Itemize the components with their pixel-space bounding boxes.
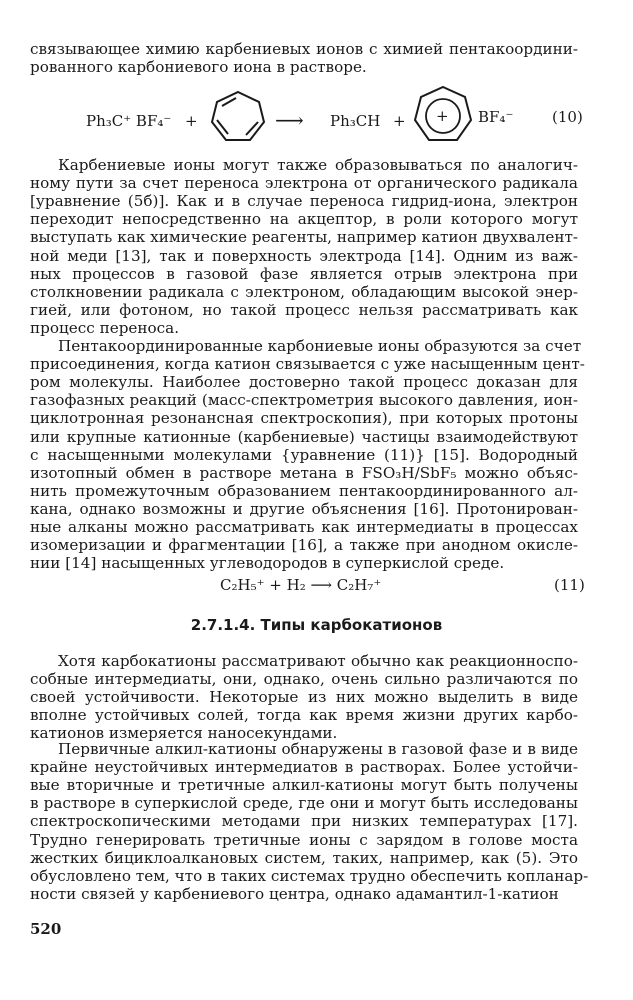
- text-line: ром молекулы. Наиболее достоверно такой процесс доказан для: [30, 373, 578, 392]
- text-line: вые вторичные и третичные алкил-катионы могут быть получены: [30, 776, 578, 795]
- text-line: гией, или фотоном, но такой процесс нельзя рассматривать как: [30, 300, 578, 319]
- text-line: Карбениевые ионы могут также образовываться по аналогич-: [58, 156, 578, 174]
- text-line: присоединения, когда катион связывается с уже насыщенным цент-: [30, 355, 585, 374]
- eq10-cation-sign: +: [436, 107, 449, 125]
- eq10-product-1: Ph₃CH: [330, 112, 381, 130]
- text-line: Трудно генерировать третичные ионы с зарядом в голове моста: [30, 830, 578, 849]
- text-line: выступать как химические реагенты, например катион двухвалент-: [30, 228, 578, 247]
- text-line: своей устойчивости. Некоторые из них можно выделить в виде: [30, 688, 578, 707]
- text-line: Хотя карбокатионы рассматривают обычно как реакционноспо-: [58, 652, 578, 670]
- text-line: или крупные катионные (карбениевые) частицы взаимодействуют: [30, 427, 578, 446]
- text-line: ных процессов в газовой фазе является отрыв электрона при: [30, 264, 578, 283]
- eq10-arrow: ⟶: [275, 108, 304, 132]
- text-line: рованного карбониевого иона в растворе.: [30, 58, 367, 77]
- text-line: кана, однако возможны и другие объяснения [16]. Протонирован-: [30, 499, 578, 518]
- text-line: нии [14] насыщенных углеводородов в суперкислой среде.: [30, 554, 505, 573]
- page-number: 520: [30, 920, 62, 938]
- eq10-plus-1: +: [185, 112, 198, 130]
- text-line: с насыщенными молекулами {уравнение (11)} [15]. Водородный: [30, 445, 578, 464]
- cycloheptatriene-structure: [208, 88, 268, 144]
- text-line: изомеризации и фрагментации [16], а также при анодном окисле-: [30, 536, 578, 555]
- text-line: ности связей у карбениевого центра, однако адамантил-1-катион: [30, 884, 559, 903]
- text-line: связывающее химию карбениевых ионов с химией пентакоордини-: [30, 40, 578, 58]
- text-line: процесс переноса.: [30, 318, 180, 337]
- text-line: Первичные алкил-катионы обнаружены в газовой фазе и в виде: [58, 740, 578, 758]
- text-line: переходит непосредственно на акцептор, в роли которого могут: [30, 210, 578, 229]
- text-line: ной меди [13], так и поверхность электрода [14]. Одним из важ-: [30, 246, 578, 265]
- text-line: нить промежуточным образованием пентакоординированного ал-: [30, 481, 578, 500]
- eq10-product-2: BF₄⁻: [478, 108, 514, 126]
- section-heading: 2.7.1.4. Типы карбокатионов: [190, 616, 443, 634]
- text-line: обусловлено тем, что в таких системах трудно обеспечить копланар-: [30, 866, 589, 885]
- eq10-reagent: Ph₃C⁺ BF₄⁻: [86, 112, 172, 130]
- text-line: Пентакоординированные карбониевые ионы образуются за счет: [58, 337, 582, 355]
- text-line: [уравнение (5б)]. Как и в случае переноса гидрид-иона, электрон: [30, 192, 578, 211]
- text-line: вполне устойчивых солей, тогда как время жизни других карбо-: [30, 706, 578, 725]
- eq10-number: (10): [552, 108, 583, 126]
- eq10-plus-2: +: [393, 112, 406, 130]
- text-line: газофазных реакций (масс-спектрометрия высокого давления, ион-: [30, 391, 578, 410]
- text-line: спектроскопическими методами при низких температурах [17].: [30, 812, 578, 831]
- text-line: ные алканы можно рассматривать как интермедиаты в процессах: [30, 518, 578, 536]
- text-line: крайне неустойчивых интермедиатов в растворах. Более устойчи-: [30, 758, 578, 777]
- text-line: изотопный обмен в растворе метана в FSO₃H/SbF₅ можно объяс-: [30, 463, 578, 482]
- text-line: катионов измеряется наносекундами.: [30, 724, 338, 743]
- text-line: в растворе в суперкислой среде, где они и могут быть исследованы: [30, 794, 578, 813]
- text-line: собные интермедиаты, они, однако, очень сильно различаются по: [30, 670, 578, 689]
- text-line: столкновении радикала с электроном, обладающим высокой энер-: [30, 282, 578, 301]
- text-line: циклотронная резонансная спектроскопия), при которых протоны: [30, 409, 578, 428]
- eq11-number: (11): [554, 576, 585, 594]
- eq11-formula: C₂H₅⁺ + H₂ ⟶ C₂H₇⁺: [220, 576, 382, 594]
- text-line: ному пути за счет переноса электрона от органического радикала: [30, 174, 578, 193]
- text-line: жестких бициклоалкановых систем, таких, например, как (5). Это: [30, 848, 578, 867]
